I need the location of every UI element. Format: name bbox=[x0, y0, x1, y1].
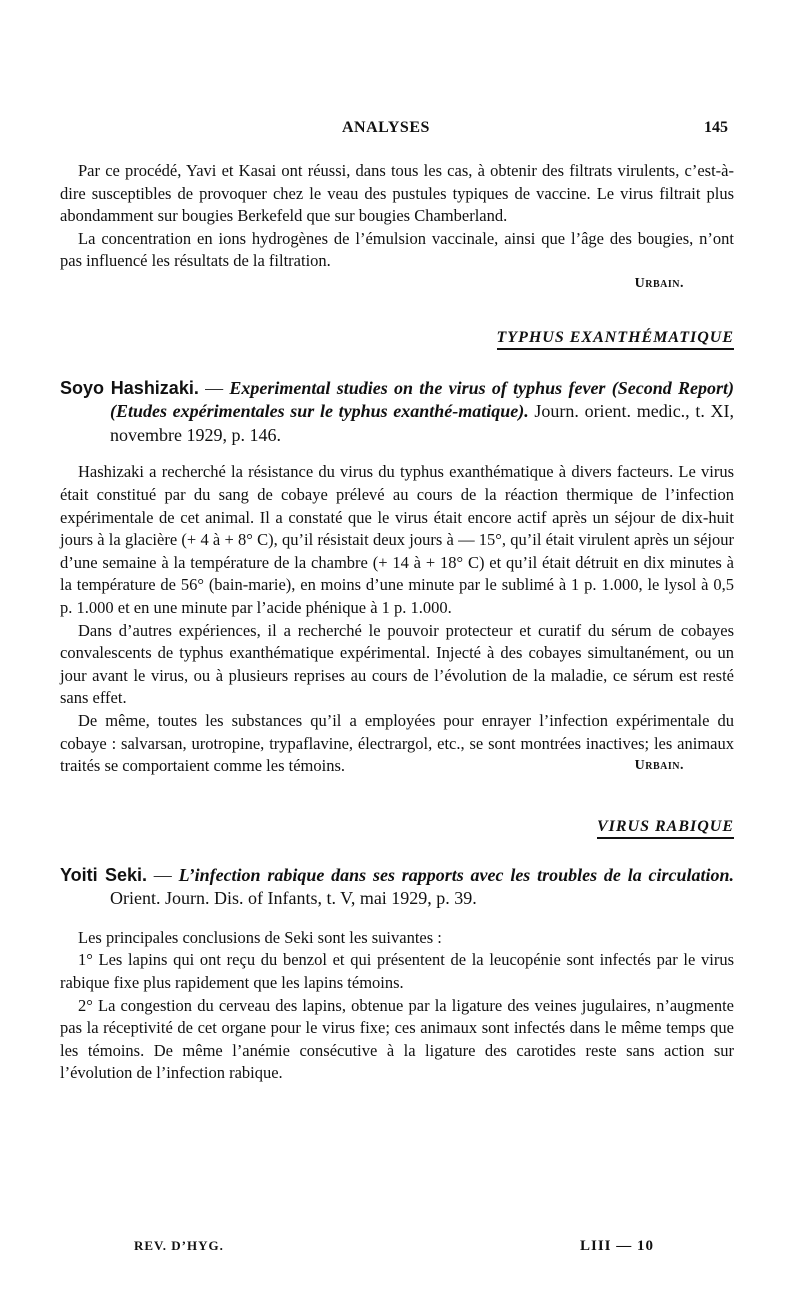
page-number: 145 bbox=[704, 119, 728, 136]
paragraph-substances bbox=[60, 710, 734, 778]
bibliographic-entry-seki bbox=[60, 864, 734, 911]
entry-source: Journ. orient. medic., t. XI, novembre 1929, p. 146. bbox=[110, 401, 734, 445]
page-body bbox=[60, 160, 734, 1085]
header-title: ANALYSES bbox=[342, 119, 430, 136]
entry-dash: — bbox=[198, 377, 230, 398]
section-heading-text: VIRUS RABIQUE bbox=[597, 818, 734, 839]
paragraph-conclusions-intro: Les principales conclusions de Seki sont les suivantes : bbox=[78, 927, 442, 947]
paragraph-filtration: Par ce procédé, Yavi et Kasai ont réussi, dans tous les cas, à obtenir des filtrats virulents, c’est-à-dire susceptibles de provoquer chez le veau des pustules typiques de vaccine. Le virus filtrait plus abondamment sur bougies Berkefeld que sur bougies Chamberland. bbox=[60, 161, 734, 226]
signature: Urbain. bbox=[634, 275, 684, 291]
paragraph-concentration: La concentration en ions hydrogènes de l’émulsion vaccinale, ainsi que l’âge des bougies, n’ont pas influencé les résultats de la filtration. bbox=[60, 228, 734, 271]
section-heading-rabies bbox=[60, 816, 734, 838]
paragraph-serum: Dans d’autres expériences, il a recherché le pouvoir protecteur et curatif du sérum de cobayes convalescents de typhus exanthématique expérimental. Injecté à des cobayes simultanément, ou un jour avant le virus, ou à plusieurs reprises au cours de l’évolution de la maladie, ce sérum est resté sans effet. bbox=[60, 620, 734, 708]
entry-dash: — bbox=[146, 864, 179, 885]
entry-title: L’infection rabique dans ses rapports avec les troubles de la circulation. bbox=[178, 864, 734, 885]
entry-source: Orient. Journ. Dis. of Infants, t. V, mai 1929, p. 39. bbox=[110, 888, 477, 909]
paragraph-substances-text: De même, toutes les substances qu’il a employées pour enrayer l’infection expérimentale du cobaye : salvarsan, urotropine, trypaflavine, électrargol, etc., se sont montrées inactives; les animaux traités se comportaient comme les témoins. bbox=[60, 711, 734, 776]
footer-journal: REV. D’HYG. bbox=[134, 1238, 224, 1253]
footer-volume: LIII — 10 bbox=[580, 1238, 655, 1254]
signature: Urbain. bbox=[634, 758, 684, 774]
paragraph-conclusion-2: 2° La congestion du cerveau des lapins, obtenue par la ligature des veines jugulaires, n’augmente pas la réceptivité de cet organe pour le virus fixe; ces animaux sont infectés dans le même temps que les témoins. De même l’anémie consécutive à la ligature des carotides reste sans action sur l’évolution de l’infection rabique. bbox=[60, 995, 734, 1083]
section-heading-typhus bbox=[60, 327, 734, 349]
entry-author: Soyo Hashizaki. bbox=[60, 377, 199, 398]
paragraph-conclusion-1: 1° Les lapins qui ont reçu du benzol et qui présentent de la leucopénie sont infectés par le virus rabique fixe plus rapidement que les lapins témoins. bbox=[60, 950, 734, 992]
bibliographic-entry-hashizaki bbox=[60, 377, 734, 448]
entry-title: Experimental studies on the virus of typhus fever (Second Report) (Etudes expérimentales sur le typhus exanthé-matique). bbox=[110, 377, 734, 422]
paragraph-resistance: Hashizaki a recherché la résistance du virus du typhus exanthématique à divers facteurs. Le virus était constitué par du sang de cobaye prélevé au cours de la réaction thermique de l’infection expérimentale de cet animal. Il a constaté que le virus était encore actif après un séjour de dix-huit jours à la glacière (+ 4 à + 8° C), qu’il résistait deux jours à — 15°, qu’il était virulent après un séjour d’une semaine à la température de la chambre (+ 14 à + 18° C) et qu’il était détruit en dix minutes à la température de 56° (bain-marie), en moins d’une minute par le sublimé à 1 p. 1.000, le lysol à 0,5 p. 1.000 et en une minute par l’acide phénique à 1 p. 1.000. bbox=[60, 462, 734, 618]
running-header bbox=[60, 119, 734, 141]
entry-author: Yoiti Seki. bbox=[60, 864, 147, 885]
section-heading-text: TYPHUS EXANTHÉMATIQUE bbox=[497, 329, 734, 350]
